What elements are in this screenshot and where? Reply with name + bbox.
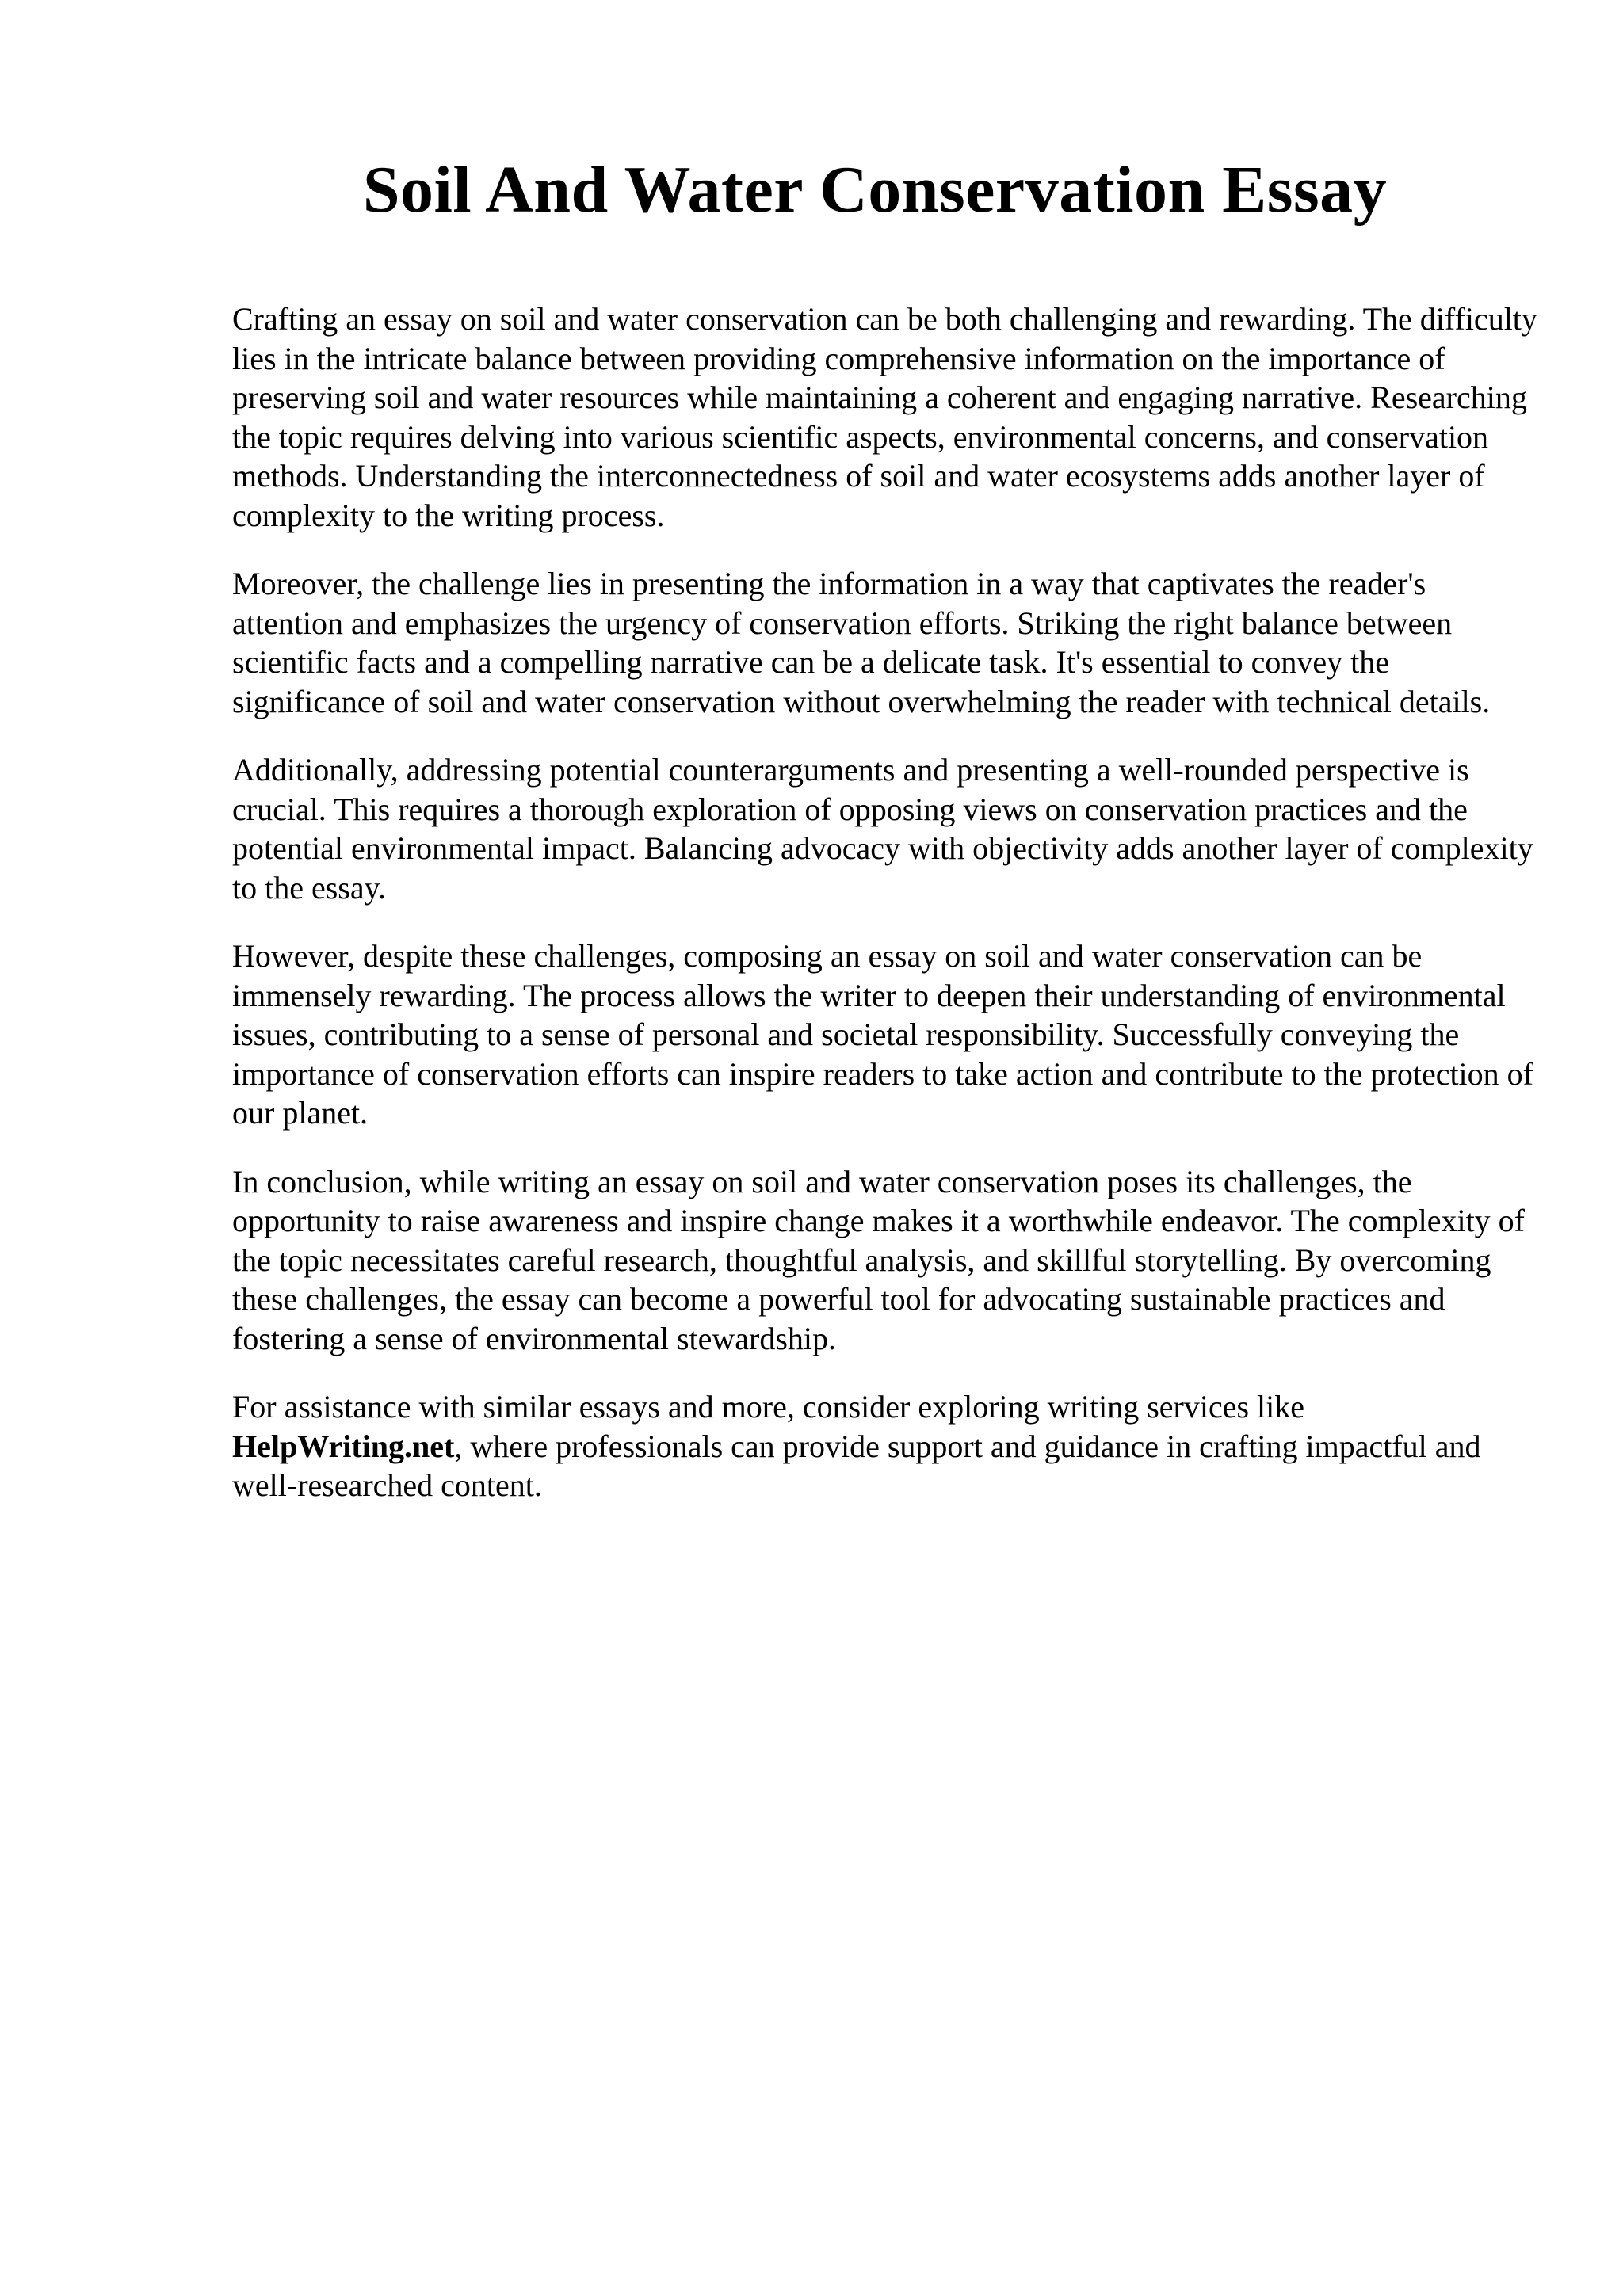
paragraph-3: Additionally, addressing potential counterarguments and presenting a well-rounded perspective is crucial. This requires a thorough exploration of opposing views on conservation practices and the potential environmental impact. Balancing advocacy with objectivity adds another layer of complexity to the essay. <box>232 752 1533 906</box>
paragraph-4: However, despite these challenges, composing an essay on soil and water conservation can be immensely rewarding. The process allows the writer to deepen their understanding of environmental issues, contributing to a sense of personal and societal responsibility. Successfully conveying the importance of conservation efforts can inspire readers to take action and contribute to the protection of our planet. <box>232 938 1533 1131</box>
essay-body <box>232 299 1540 1535</box>
paragraph-2: Moreover, the challenge lies in presenting the information in a way that captivates the reader's attention and emphasizes the urgency of conservation efforts. Striking the right balance between scientific facts and a compelling narrative can be a delicate task. It's essential to convey the significance of soil and water conservation without overwhelming the reader with technical details. <box>232 566 1491 719</box>
page-title: Soil And Water Conservation Essay <box>362 153 1388 227</box>
closing-lead-text: For assistance with similar essays and more, consider exploring writing services like <box>232 1389 1305 1425</box>
closing-paragraph <box>232 1387 1540 1505</box>
closing-tail-text: , where professionals can provide support and guidance in crafting impactful and well-researched content. <box>232 1428 1481 1503</box>
helpwriting-brand: HelpWriting.net <box>232 1428 455 1464</box>
paragraph-5: In conclusion, while writing an essay on soil and water conservation poses its challenges, the opportunity to raise awareness and inspire change makes it a worthwhile endeavor. The complexity of the topic necessitates careful research, thoughtful analysis, and skillful storytelling. By overcoming these challenges, the essay can become a powerful tool for advocating sustainable practices and fostering a sense of environmental stewardship. <box>232 1163 1525 1356</box>
paragraph-1: Crafting an essay on soil and water conservation can be both challenging and rewarding. The difficulty lies in the intricate balance between providing comprehensive information on the importance of preserving soil and water resources while maintaining a coherent and engaging narrative. Researching the topic requires delving into various scientific aspects, environmental concerns, and conservation methods. Understanding the interconnectedness of soil and water ecosystems adds another layer of complexity to the writing process. <box>232 301 1537 533</box>
